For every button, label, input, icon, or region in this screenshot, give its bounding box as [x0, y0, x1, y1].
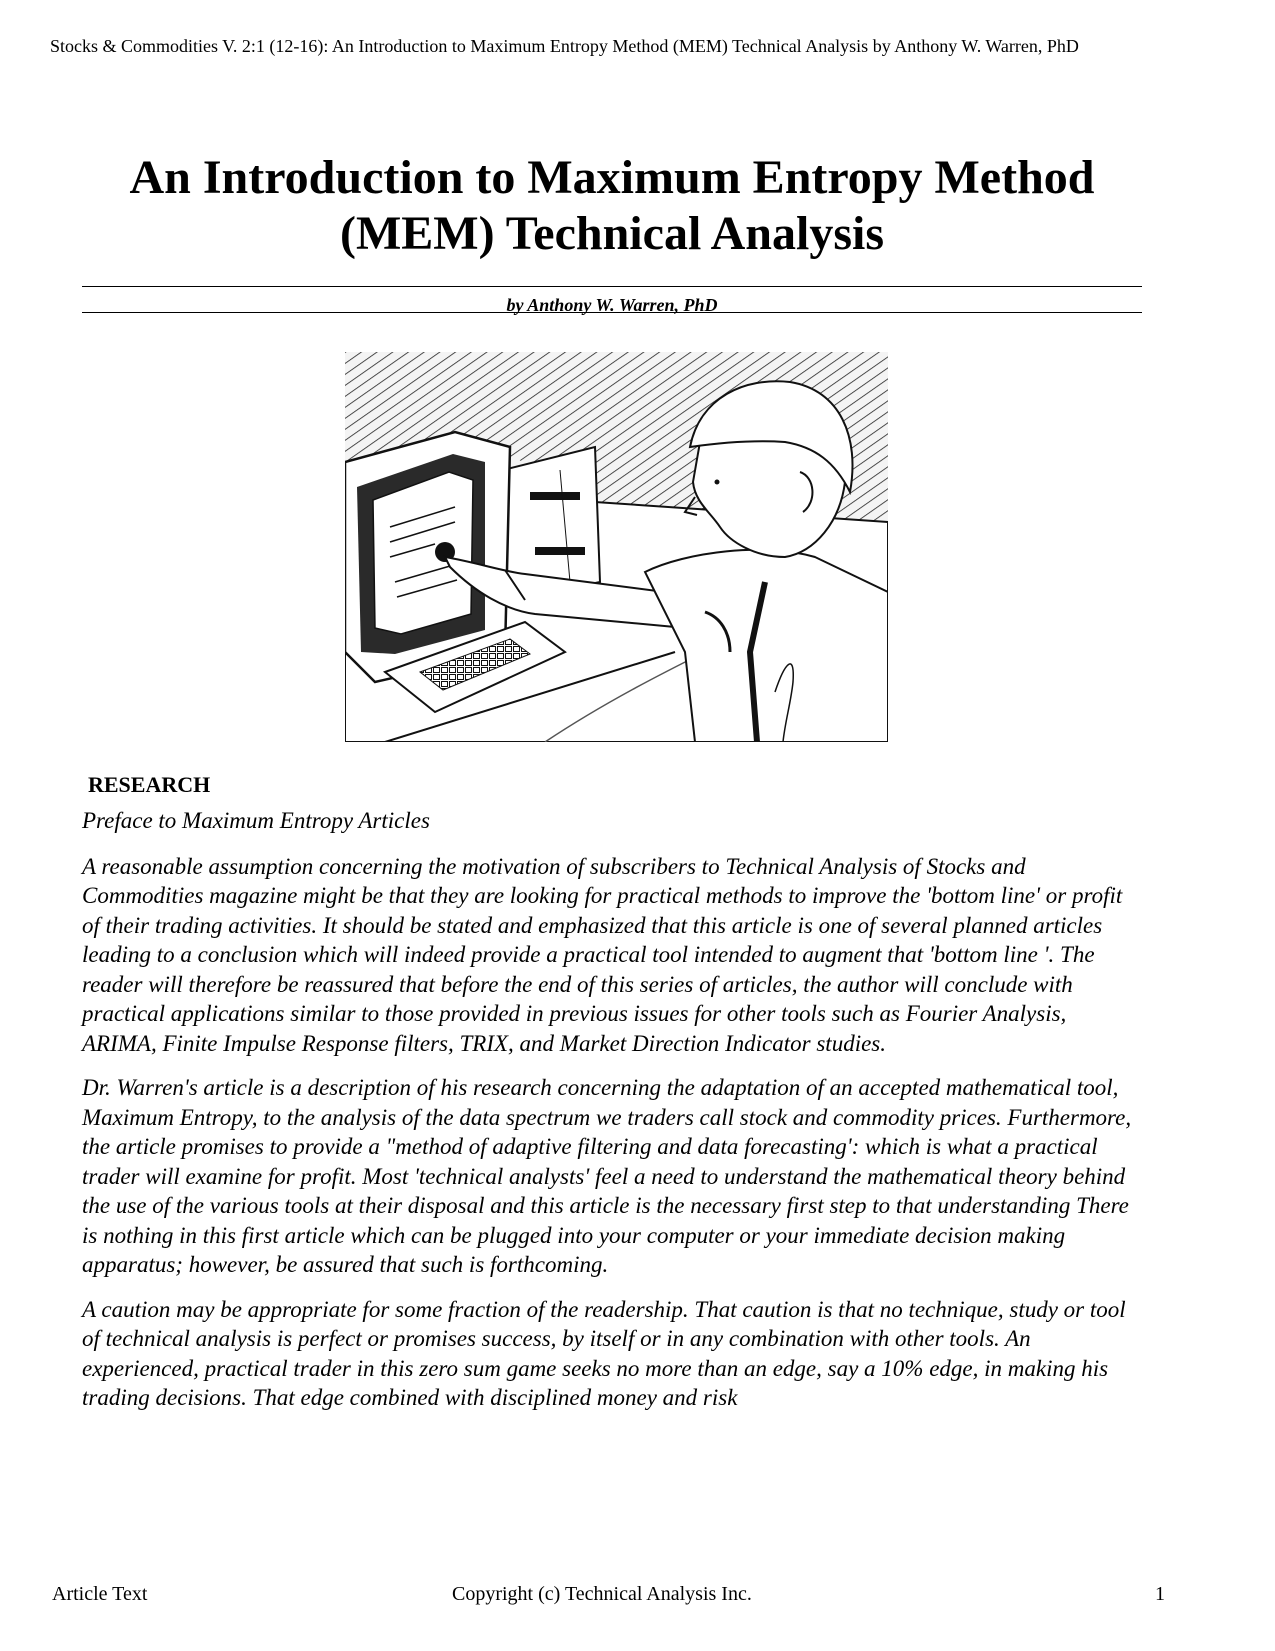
- title-line-1: An Introduction to Maximum Entropy Method: [129, 151, 1095, 204]
- paragraph-2: Dr. Warren's article is a description of his research concerning the adaptation of an accepted mathematical tool, Maximum Entropy, to the analysis of the data spectrum we traders call stock and commodity prices. Furthermore, the article promises to provide a "method of adaptive filtering and data forecasting': which is what a practical trader will examine for profit. Most 'technical analysts' feel a need to understand the mathematical theory behind the use of the various tools at their disposal and this article is the necessary first step to that understanding There is nothing in this first article which can be plugged into your computer or your immediate decision making apparatus; however, be assured that such is forthcoming.: [82, 1075, 1132, 1277]
- running-header: Stocks & Commodities V. 2:1 (12-16): An Introduction to Maximum Entropy Method (MEM) Technical Analysis by Anthony W. Warren, PhD: [50, 36, 1079, 56]
- footer-left: Article Text: [52, 1583, 148, 1605]
- article-body: [82, 806, 1142, 1428]
- byline-top-rule: [82, 286, 1142, 287]
- title-line-2: (MEM) Technical Analysis: [339, 207, 885, 260]
- paragraph-3: A caution may be appropriate for some fraction of the readership. That caution is that no technique, study or tool of technical analysis is perfect or promises success, by itself or in any combination with other tools. An experienced, practical trader in this zero sum game seeks no more than an edge, say a 10% edge, in making his trading decisions. That edge combined with disciplined money and risk: [82, 1296, 1126, 1410]
- paragraph-1: A reasonable assumption concerning the motivation of subscribers to Technical Analysis of Stocks and Commodities magazine might be that they are looking for practical methods to improve the 'bottom line' or profit of their trading activities. It should be stated and emphasized that this article is one of several planned articles leading to a conclusion which will indeed provide a practical tool intended to augment that 'bottom line '. The reader will therefore be reassured that before the end of this series of articles, the author will conclude with practical applications similar to those provided in previous issues for other tools such as Fourier Analysis, ARIMA, Finite Impulse Response filters, TRIX, and Market Direction Indicator studies.: [82, 853, 1123, 1056]
- person-at-computer-illustration: [345, 352, 888, 742]
- byline-bottom-rule: [82, 312, 1142, 313]
- page-number: 1: [1155, 1583, 1165, 1605]
- byline: by Anthony W. Warren, PhD: [506, 295, 718, 315]
- preface-title: Preface to Maximum Entropy Articles: [82, 808, 430, 833]
- section-label: RESEARCH: [88, 772, 211, 797]
- footer-center: Copyright (c) Technical Analysis Inc.: [452, 1583, 752, 1605]
- article-title: [82, 150, 1142, 262]
